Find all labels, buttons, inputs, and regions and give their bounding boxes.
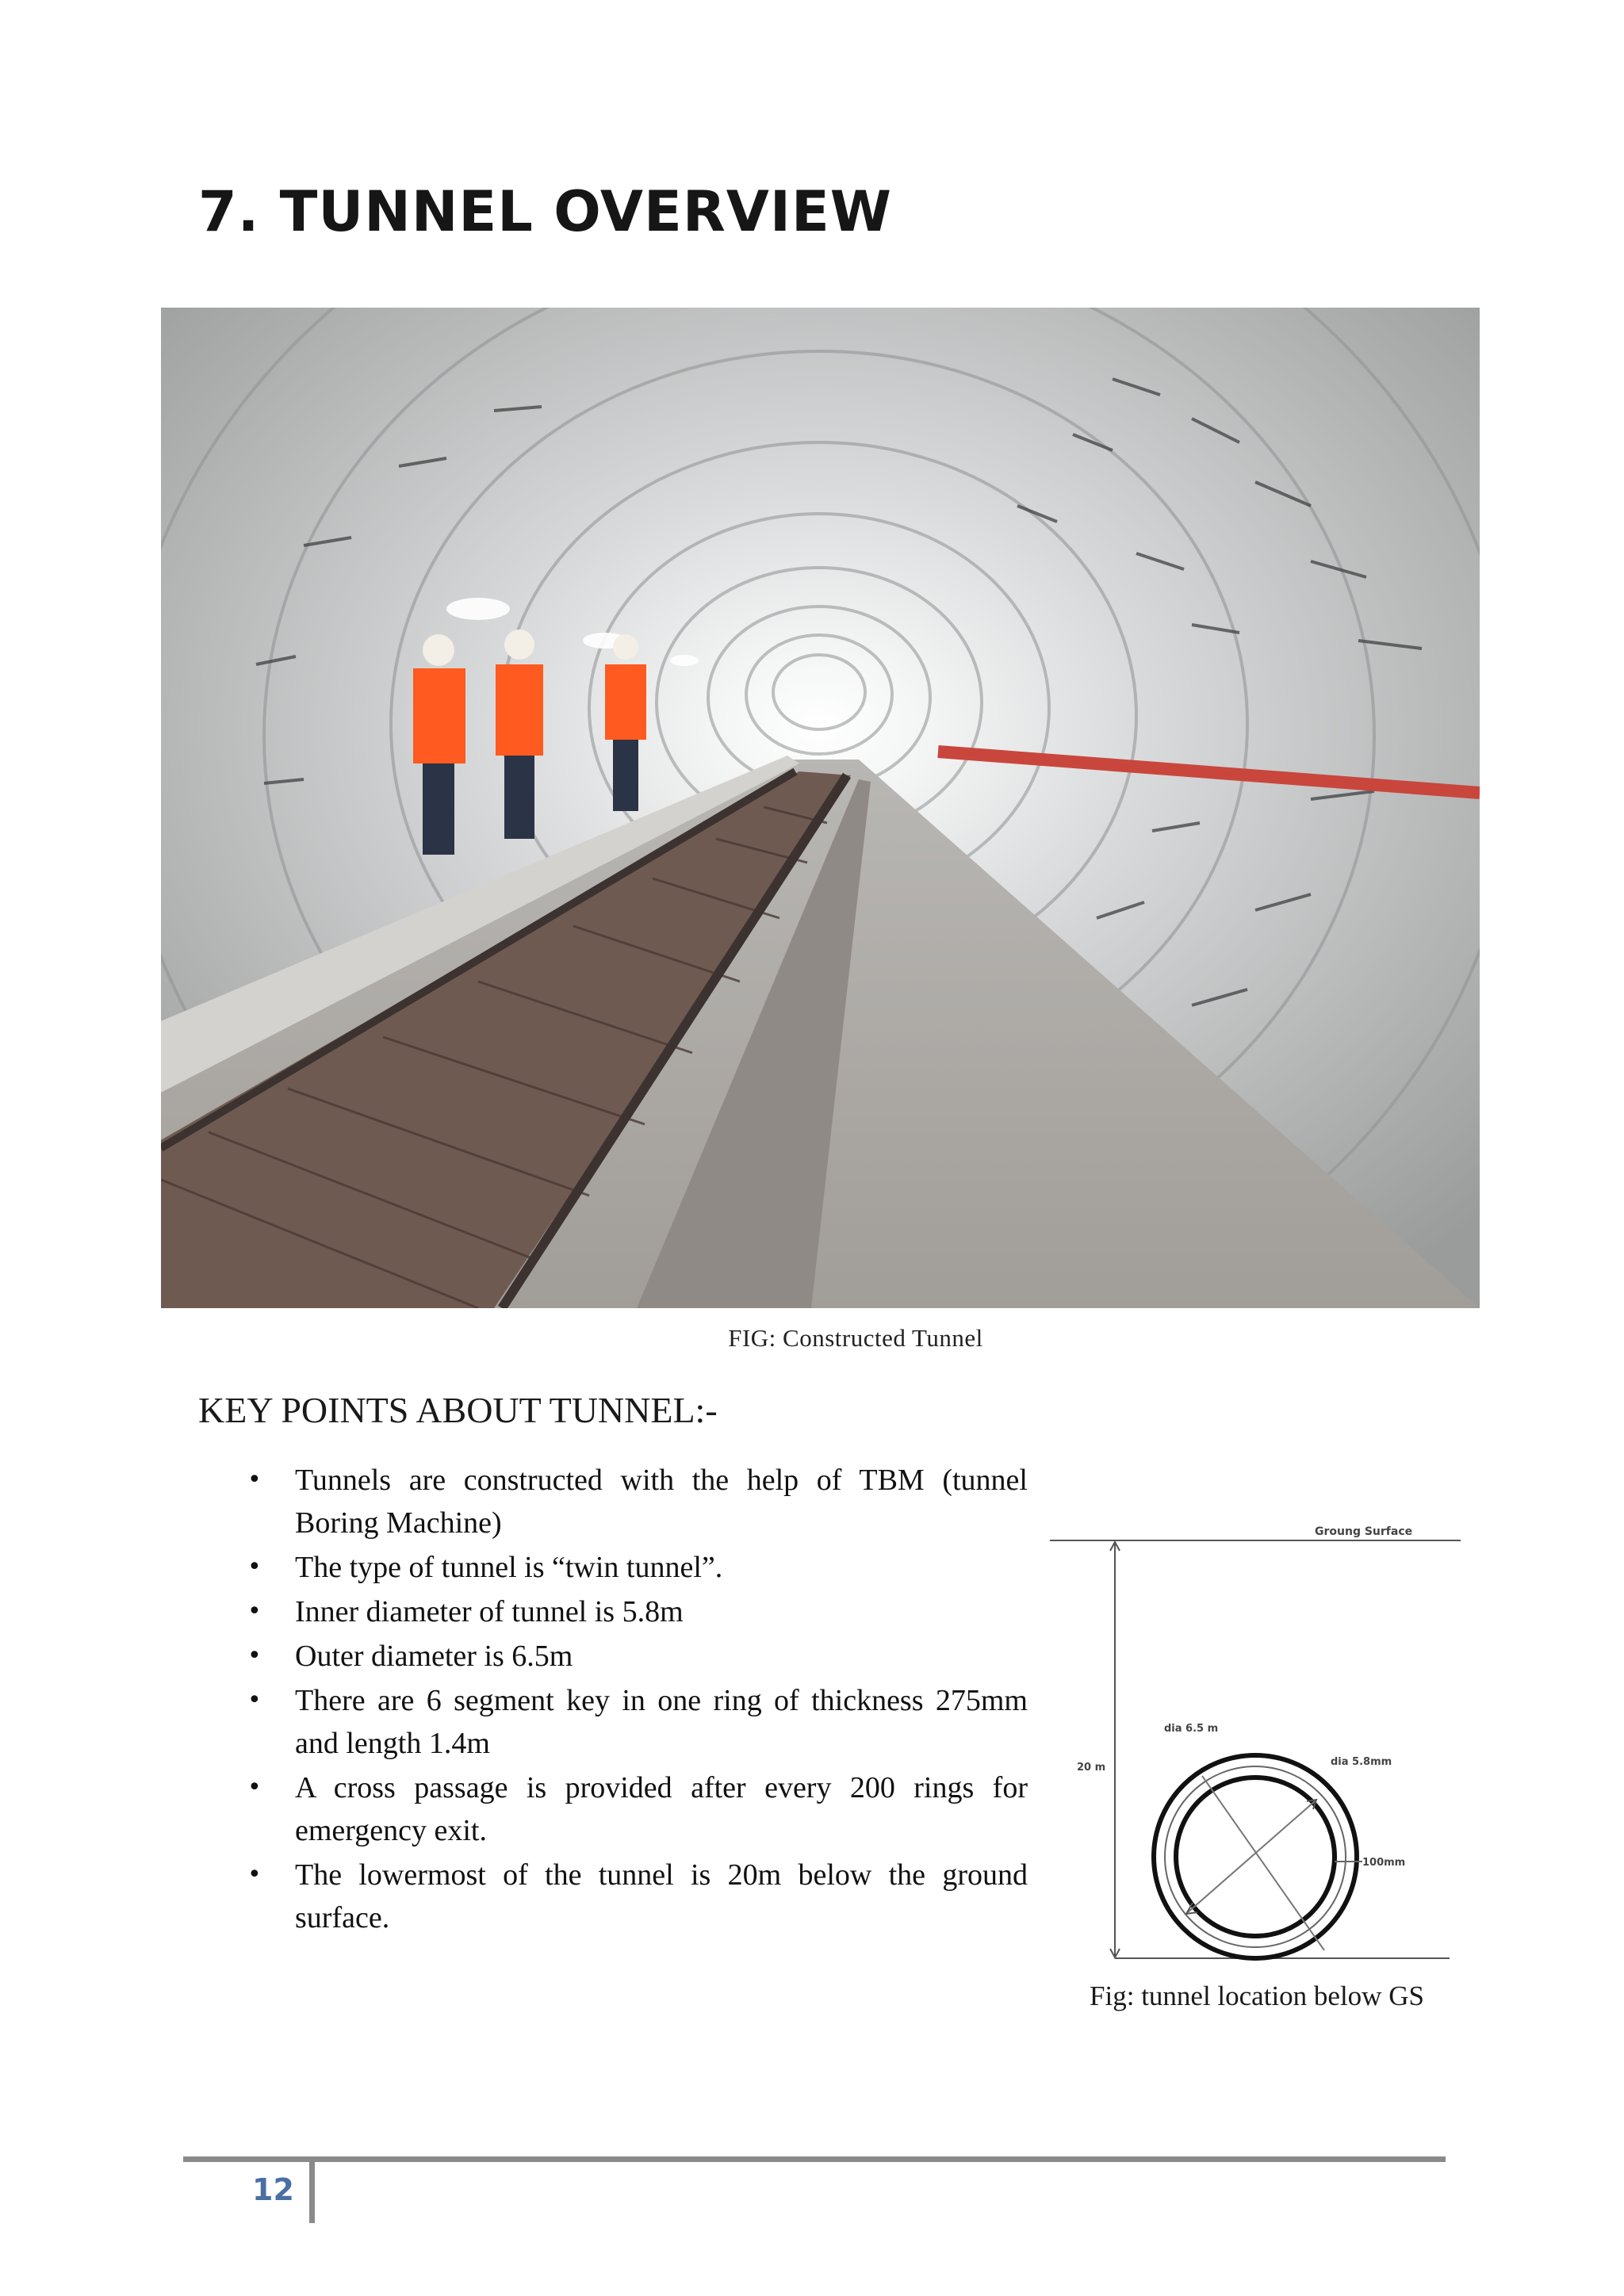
page-number: 12 [252, 2172, 294, 2207]
page-title: 7. TUNNEL OVERVIEW [198, 179, 892, 244]
key-points-heading: KEY POINTS ABOUT TUNNEL:- [198, 1390, 718, 1430]
key-point-item: • The type of tunnel is “twin tunnel”. [247, 1546, 1028, 1589]
key-point-item: • Tunnels are constructed with the help of TBM (tunnel Boring Machine) [247, 1459, 1028, 1544]
tunnel-depth-diagram [1045, 1506, 1465, 1982]
tunnel-photo [161, 308, 1480, 1308]
diagram-caption: Fig: tunnel location below GS [1090, 1980, 1424, 2011]
key-point-item: • The lowermost of the tunnel is 20m below the ground surface. [247, 1854, 1028, 1939]
inner-diameter-label: dia 5.8mm [1331, 1756, 1392, 1768]
key-point-item: • A cross passage is provided after every 200 rings for emergency exit. [247, 1766, 1028, 1852]
outer-diameter-line [1202, 1776, 1324, 1950]
inner-diameter-line [1188, 1801, 1315, 1912]
depth-label: 20 m [1077, 1762, 1106, 1774]
thickness-label: 100mm [1362, 1857, 1406, 1869]
key-point-item: • There are 6 segment key in one ring of thickness 275mm and length 1.4m [247, 1679, 1028, 1765]
key-point-item: • Inner diameter of tunnel is 5.8m [247, 1590, 1028, 1633]
middle-ring [1165, 1766, 1346, 1947]
footer-vertical-bar [309, 2160, 315, 2223]
outer-diameter-label: dia 6.5 m [1164, 1723, 1219, 1735]
footer-divider [183, 2156, 1446, 2162]
ground-surface-label: Groung Surface [1315, 1525, 1413, 1538]
outer-ring [1154, 1755, 1357, 1958]
key-points-list [247, 1459, 1028, 1941]
photo-caption: FIG: Constructed Tunnel [728, 1324, 983, 1352]
key-point-item: • Outer diameter is 6.5m [247, 1635, 1028, 1678]
